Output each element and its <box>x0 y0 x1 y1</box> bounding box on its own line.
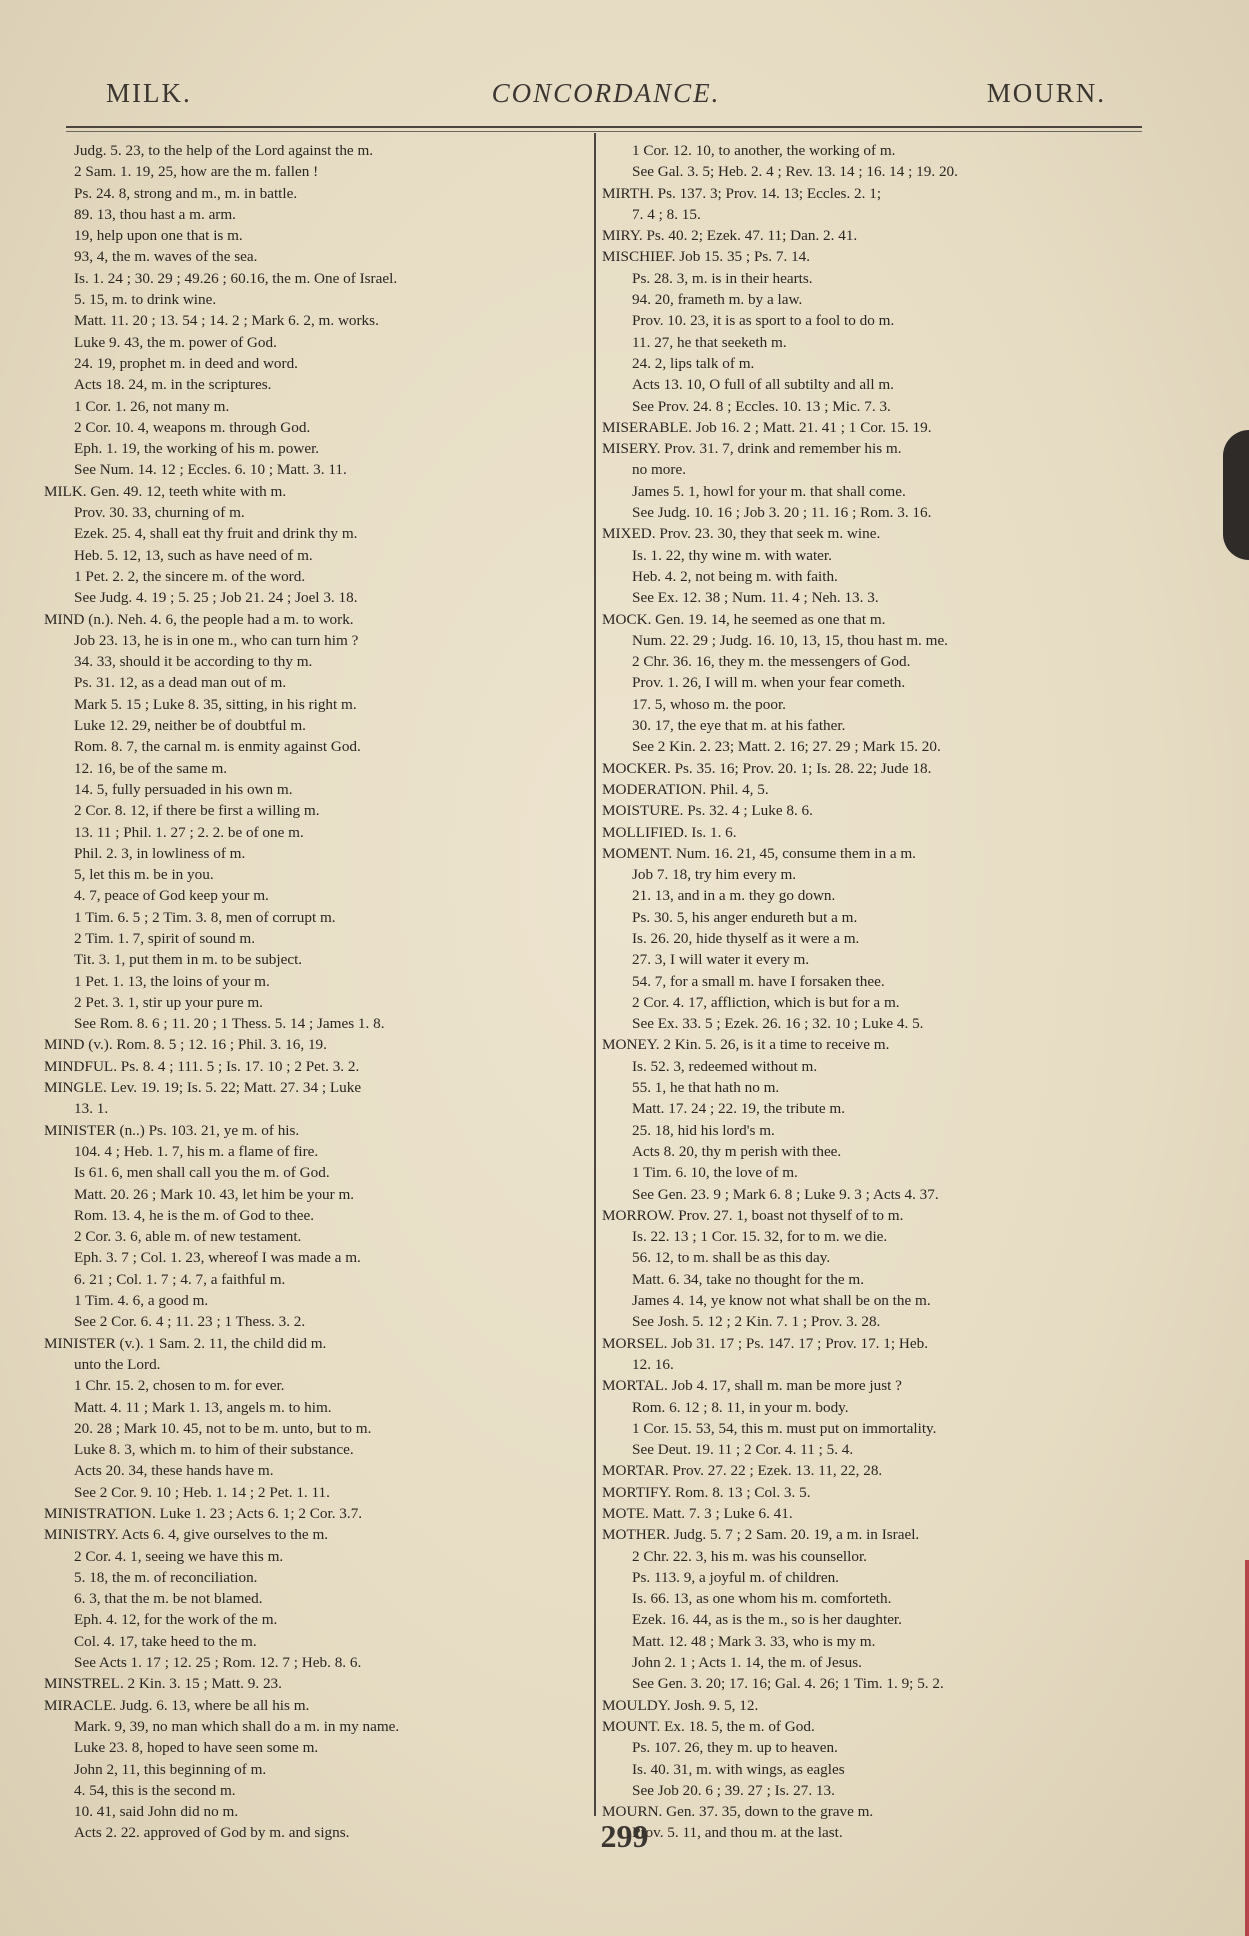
right-reference-line: Num. 22. 29 ; Judg. 16. 10, 13, 15, thou hast m. me. <box>632 631 948 649</box>
left-headword-entry: MIRACLE. Judg. 6. 13, where be all his m. <box>44 1696 310 1714</box>
left-reference-line: 5, let this m. be in you. <box>74 866 214 884</box>
right-reference-line: 12. 16. <box>632 1355 674 1373</box>
left-reference-line: unto the Lord. <box>74 1355 161 1373</box>
right-reference-line: Ezek. 16. 44, as is the m., so is her daughter. <box>632 1611 902 1629</box>
right-reference-line: 24. 2, lips talk of m. <box>632 354 755 372</box>
right-reference-line: 7. 4 ; 8. 15. <box>632 205 701 223</box>
left-reference-line: Matt. 4. 11 ; Mark 1. 13, angels m. to him. <box>74 1398 332 1416</box>
left-reference-line: Ps. 24. 8, strong and m., m. in battle. <box>74 184 298 202</box>
left-reference-line: See Judg. 4. 19 ; 5. 25 ; Job 21. 24 ; Joel 3. 18. <box>74 589 358 607</box>
left-reference-line: 20. 28 ; Mark 10. 45, not to be m. unto, but to m. <box>74 1419 372 1437</box>
right-reference-line: Is. 52. 3, redeemed without m. <box>632 1057 818 1075</box>
right-reference-line: 2 Cor. 4. 17, affliction, which is but for a m. <box>632 993 900 1011</box>
right-reference-line: See Gen. 23. 9 ; Mark 6. 8 ; Luke 9. 3 ; Acts 4. 37. <box>632 1185 939 1203</box>
right-reference-line: Ps. 30. 5, his anger endureth but a m. <box>632 908 858 926</box>
right-reference-line: Is. 26. 20, hide thyself as it were a m. <box>632 929 860 947</box>
left-reference-line: Prov. 30. 33, churning of m. <box>74 504 245 522</box>
right-headword-entry: MOTE. Matt. 7. 3 ; Luke 6. 41. <box>602 1505 793 1522</box>
left-headword-entry: MINISTRY. Acts 6. 4, give ourselves to the m. <box>44 1526 329 1544</box>
left-reference-line: Eph. 3. 7 ; Col. 1. 23, whereof I was made a m. <box>74 1249 361 1267</box>
left-reference-line: Mark 5. 15 ; Luke 8. 35, sitting, in his right m. <box>74 695 357 713</box>
left-headword-entry: MINGLE. Lev. 19. 19; Is. 5. 22; Matt. 27. 34 ; Luke <box>44 1079 362 1097</box>
left-reference-line: 1 Tim. 6. 5 ; 2 Tim. 3. 8, men of corrupt m. <box>74 908 336 926</box>
left-reference-line: Acts 2. 22. approved of God by m. and signs. <box>74 1824 350 1842</box>
right-headword-entry: MOISTURE. Ps. 32. 4 ; Luke 8. 6. <box>602 802 813 820</box>
right-reference-line: 27. 3, I will water it every m. <box>632 951 810 969</box>
header-rule <box>66 126 1142 128</box>
left-reference-line: Mark. 9, 39, no man which shall do a m. in my name. <box>74 1717 400 1735</box>
right-reference-line: 17. 5, whoso m. the poor. <box>632 695 786 713</box>
left-headword-entry: MINISTRATION. Luke 1. 23 ; Acts 6. 1; 2 Cor. 3.7. <box>44 1505 363 1522</box>
left-headword-entry: MIND (n.). Neh. 4. 6, the people had a m. to work. <box>44 610 354 628</box>
right-headword-entry: MORTIFY. Rom. 8. 13 ; Col. 3. 5. <box>602 1483 811 1501</box>
right-reference-line: Matt. 6. 34, take no thought for the m. <box>632 1270 864 1288</box>
left-column <box>44 140 584 1844</box>
right-reference-line: 1 Cor. 15. 53, 54, this m. must put on immortality. <box>632 1419 937 1437</box>
left-reference-line: See 2 Cor. 9. 10 ; Heb. 1. 14 ; 2 Pet. 1. 11. <box>74 1483 330 1501</box>
right-headword-entry: MIRY. Ps. 40. 2; Ezek. 47. 11; Dan. 2. 41. <box>602 227 858 245</box>
left-reference-line: Ps. 31. 12, as a dead man out of m. <box>74 674 287 692</box>
right-headword-entry: MIRTH. Ps. 137. 3; Prov. 14. 13; Eccles. 2. 1; <box>602 184 882 202</box>
right-headword-entry: MOCK. Gen. 19. 14, he seemed as one that m. <box>602 610 886 628</box>
right-headword-entry: MOCKER. Ps. 35. 16; Prov. 20. 1; Is. 28. 22; Jude 18. <box>602 759 932 777</box>
right-reference-line: See Job 20. 6 ; 39. 27 ; Is. 27. 13. <box>632 1781 835 1799</box>
left-headword-entry: MINSTREL. 2 Kin. 3. 15 ; Matt. 9. 23. <box>44 1675 282 1693</box>
right-reference-line: 2 Chr. 36. 16, they m. the messengers of God. <box>632 653 911 671</box>
right-reference-line: Acts 13. 10, O full of all subtilty and all m. <box>632 376 894 394</box>
right-reference-line: Is. 40. 31, m. with wings, as eagles <box>632 1760 845 1778</box>
left-reference-line: 13. 1. <box>74 1100 109 1118</box>
left-reference-line: Is. 1. 24 ; 30. 29 ; 49.26 ; 60.16, the m. One of Israel. <box>74 269 398 287</box>
left-reference-line: 4. 54, this is the second m. <box>74 1781 236 1799</box>
left-reference-line: Acts 20. 34, these hands have m. <box>74 1462 274 1480</box>
left-reference-line: See Num. 14. 12 ; Eccles. 6. 10 ; Matt. 3. 11. <box>74 461 347 479</box>
right-headword-entry: MOURN. Gen. 37. 35, down to the grave m. <box>602 1803 874 1821</box>
right-reference-line: 11. 27, he that seeketh m. <box>632 333 787 351</box>
left-reference-line: Eph. 1. 19, the working of his m. power. <box>74 440 320 458</box>
right-headword-entry: MORTAR. Prov. 27. 22 ; Ezek. 13. 11, 22, 28. <box>602 1462 883 1480</box>
header-rule-thin <box>66 131 1142 132</box>
left-headword-entry: MILK. Gen. 49. 12, teeth white with m. <box>44 482 287 500</box>
left-reference-line: Luke 12. 29, neither be of doubtful m. <box>74 717 306 735</box>
left-reference-line: Luke 23. 8, hoped to have seen some m. <box>74 1739 319 1757</box>
right-reference-line: See Gen. 3. 20; 17. 16; Gal. 4. 26; 1 Tim. 1. 9; 5. 2. <box>632 1675 944 1693</box>
right-reference-line: Prov. 5. 11, and thou m. at the last. <box>632 1824 843 1842</box>
left-reference-line: Is 61. 6, men shall call you the m. of God. <box>74 1164 330 1182</box>
right-reference-line: 54. 7, for a small m. have I forsaken thee. <box>632 972 885 990</box>
left-reference-line: John 2, 11, this beginning of m. <box>74 1760 267 1778</box>
right-reference-line: Is. 1. 22, thy wine m. with water. <box>632 546 832 564</box>
right-reference-line: See Ex. 33. 5 ; Ezek. 26. 16 ; 32. 10 ; Luke 4. 5. <box>632 1015 924 1033</box>
right-headword-entry: MIXED. Prov. 23. 30, they that seek m. wine. <box>602 525 881 543</box>
left-reference-line: 2 Cor. 10. 4, weapons m. through God. <box>74 418 311 436</box>
left-reference-line: 6. 3, that the m. be not blamed. <box>74 1590 263 1608</box>
right-headword-entry: MORROW. Prov. 27. 1, boast not thyself of to m. <box>602 1206 904 1224</box>
left-reference-line: Matt. 11. 20 ; 13. 54 ; 14. 2 ; Mark 6. 2, m. works. <box>74 312 379 330</box>
left-headword-entry: MINISTER (n..) Ps. 103. 21, ye m. of his. <box>44 1121 300 1139</box>
right-reference-line: Heb. 4. 2, not being m. with faith. <box>632 567 838 585</box>
right-reference-line: 1 Cor. 12. 10, to another, the working of m. <box>632 142 896 159</box>
right-headword-entry: MOTHER. Judg. 5. 7 ; 2 Sam. 20. 19, a m. in Israel. <box>602 1526 920 1544</box>
left-reference-line: Col. 4. 17, take heed to the m. <box>74 1632 257 1650</box>
left-reference-line: Phil. 2. 3, in lowliness of m. <box>74 844 246 862</box>
right-reference-line: See Deut. 19. 11 ; 2 Cor. 4. 11 ; 5. 4. <box>632 1441 854 1459</box>
left-reference-line: 6. 21 ; Col. 1. 7 ; 4. 7, a faithful m. <box>74 1270 286 1288</box>
right-reference-line: See Prov. 24. 8 ; Eccles. 10. 13 ; Mic. 7. 3. <box>632 397 891 415</box>
left-reference-line: Luke 8. 3, which m. to him of their substance. <box>74 1441 354 1459</box>
left-reference-line: See 2 Cor. 6. 4 ; 11. 23 ; 1 Thess. 3. 2. <box>74 1313 306 1331</box>
right-reference-line: 21. 13, and in a m. they go down. <box>632 887 836 905</box>
left-reference-line: 14. 5, fully persuaded in his own m. <box>74 780 293 798</box>
right-reference-line: Ps. 107. 26, they m. up to heaven. <box>632 1739 838 1757</box>
right-headword-entry: MORSEL. Job 31. 17 ; Ps. 147. 17 ; Prov. 17. 1; Heb. <box>602 1334 928 1352</box>
left-reference-line: 5. 18, the m. of reconciliation. <box>74 1568 258 1586</box>
left-headword-entry: MIND (v.). Rom. 8. 5 ; 12. 16 ; Phil. 3. 16, 19. <box>44 1036 327 1054</box>
left-reference-line: 1 Cor. 1. 26, not many m. <box>74 397 230 415</box>
left-reference-line: Heb. 5. 12, 13, such as have need of m. <box>74 546 313 564</box>
left-reference-line: 2 Sam. 1. 19, 25, how are the m. fallen ! <box>74 163 319 181</box>
header-title: CONCORDANCE. <box>491 78 721 108</box>
right-headword-entry: MORTAL. Job 4. 17, shall m. man be more just ? <box>602 1377 902 1395</box>
right-headword-entry: MOULDY. Josh. 9. 5, 12. <box>602 1696 759 1714</box>
right-reference-line: See Ex. 12. 38 ; Num. 11. 4 ; Neh. 13. 3. <box>632 589 879 607</box>
right-reference-line: no more. <box>632 461 686 479</box>
left-reference-line: Eph. 4. 12, for the work of the m. <box>74 1611 278 1629</box>
thumb-index-tab <box>1223 430 1249 560</box>
left-reference-line: 93, 4, the m. waves of the sea. <box>74 248 258 266</box>
right-reference-line: Acts 8. 20, thy m perish with thee. <box>632 1142 842 1160</box>
right-reference-line: Is. 22. 13 ; 1 Cor. 15. 32, for to m. we die. <box>632 1228 888 1246</box>
left-reference-line: 4. 7, peace of God keep your m. <box>74 887 269 905</box>
left-reference-line: 12. 16, be of the same m. <box>74 759 228 777</box>
left-reference-line: Matt. 20. 26 ; Mark 10. 43, let him be your m. <box>74 1185 355 1203</box>
right-reference-line: John 2. 1 ; Acts 1. 14, the m. of Jesus. <box>632 1654 862 1672</box>
right-reference-line: Matt. 12. 48 ; Mark 3. 33, who is my m. <box>632 1632 876 1650</box>
page-number: 299 <box>600 1818 649 1854</box>
right-reference-line: Ps. 28. 3, m. is in their hearts. <box>632 269 813 287</box>
left-reference-line: 1 Pet. 2. 2, the sincere m. of the word. <box>74 567 306 585</box>
right-headword-entry: MISERY. Prov. 31. 7, drink and remember his m. <box>602 440 902 458</box>
left-reference-line: Job 23. 13, he is in one m., who can turn him ? <box>74 631 359 649</box>
left-reference-line: 104. 4 ; Heb. 1. 7, his m. a flame of fire. <box>74 1142 319 1160</box>
left-reference-line: 34. 33, should it be according to thy m. <box>74 653 313 671</box>
left-reference-line: 19, help upon one that is m. <box>74 227 243 245</box>
right-reference-line: Prov. 10. 23, it is as sport to a fool to do m. <box>632 312 895 330</box>
running-header <box>106 78 1106 122</box>
right-reference-line: Job 7. 18, try him every m. <box>632 866 797 884</box>
left-reference-line: 2 Cor. 3. 6, able m. of new testament. <box>74 1228 302 1246</box>
left-reference-line: See Acts 1. 17 ; 12. 25 ; Rom. 12. 7 ; Heb. 8. 6. <box>74 1654 362 1672</box>
left-reference-line: 24. 19, prophet m. in deed and word. <box>74 354 298 372</box>
left-reference-line: Judg. 5. 23, to the help of the Lord against the m. <box>74 142 374 159</box>
left-reference-line: Acts 18. 24, m. in the scriptures. <box>74 376 272 394</box>
left-reference-line: 2 Pet. 3. 1, stir up your pure m. <box>74 993 263 1011</box>
right-reference-line: 2 Chr. 22. 3, his m. was his counsellor. <box>632 1547 867 1565</box>
right-reference-line: Is. 66. 13, as one whom his m. comforteth. <box>632 1590 892 1608</box>
left-reference-line: 2 Tim. 1. 7, spirit of sound m. <box>74 929 256 947</box>
left-reference-line: Ezek. 25. 4, shall eat thy fruit and drink thy m. <box>74 525 358 543</box>
right-reference-line: James 5. 1, howl for your m. that shall come. <box>632 482 906 500</box>
right-reference-line: See 2 Kin. 2. 23; Matt. 2. 16; 27. 29 ; Mark 15. 20. <box>632 738 941 756</box>
page-edge <box>1245 1560 1249 1936</box>
right-reference-line: See Josh. 5. 12 ; 2 Kin. 7. 1 ; Prov. 3. 28. <box>632 1313 881 1331</box>
left-reference-line: 5. 15, m. to drink wine. <box>74 291 217 309</box>
left-reference-line: 1 Chr. 15. 2, chosen to m. for ever. <box>74 1377 285 1395</box>
right-headword-entry: MISCHIEF. Job 15. 35 ; Ps. 7. 14. <box>602 248 811 266</box>
right-reference-line: 25. 18, hid his lord's m. <box>632 1121 775 1139</box>
right-headword-entry: MODERATION. Phil. 4, 5. <box>602 780 769 798</box>
left-reference-line: 89. 13, thou hast a m. arm. <box>74 205 236 223</box>
left-headword-entry: MINISTER (v.). 1 Sam. 2. 11, the child did m. <box>44 1334 327 1352</box>
right-reference-line: See Gal. 3. 5; Heb. 2. 4 ; Rev. 13. 14 ; 16. 14 ; 19. 20. <box>632 163 958 181</box>
right-reference-line: Ps. 113. 9, a joyful m. of children. <box>632 1568 839 1586</box>
left-reference-line: 1 Pet. 1. 13, the loins of your m. <box>74 972 270 990</box>
left-reference-line: 13. 11 ; Phil. 1. 27 ; 2. 2. be of one m. <box>74 823 304 841</box>
right-reference-line: James 4. 14, ye know not what shall be on the m. <box>632 1292 931 1310</box>
left-reference-line: 10. 41, said John did no m. <box>74 1803 239 1821</box>
right-reference-line: 1 Tim. 6. 10, the love of m. <box>632 1164 798 1182</box>
right-reference-line: 94. 20, frameth m. by a law. <box>632 291 803 309</box>
left-reference-line: See Rom. 8. 6 ; 11. 20 ; 1 Thess. 5. 14 ; James 1. 8. <box>74 1015 385 1033</box>
left-reference-line: Rom. 8. 7, the carnal m. is enmity against God. <box>74 738 361 756</box>
header-right-guideword: MOURN. <box>986 78 1106 108</box>
left-reference-line: Tit. 3. 1, put them in m. to be subject. <box>74 951 303 969</box>
right-reference-line: Matt. 17. 24 ; 22. 19, the tribute m. <box>632 1100 846 1118</box>
left-reference-line: 2 Cor. 8. 12, if there be first a willing m. <box>74 802 320 820</box>
left-reference-line: Rom. 13. 4, he is the m. of God to thee. <box>74 1206 315 1224</box>
left-reference-line: 2 Cor. 4. 1, seeing we have this m. <box>74 1547 284 1565</box>
right-reference-line: 56. 12, to m. shall be as this day. <box>632 1249 831 1267</box>
right-reference-line: Rom. 6. 12 ; 8. 11, in your m. body. <box>632 1398 849 1416</box>
header-left-guideword: MILK. <box>106 78 192 108</box>
right-column <box>602 140 1147 1844</box>
left-headword-entry: MINDFUL. Ps. 8. 4 ; 111. 5 ; Is. 17. 10 ; 2 Pet. 3. 2. <box>44 1057 360 1075</box>
right-headword-entry: MOMENT. Num. 16. 21, 45, consume them in a m. <box>602 844 916 862</box>
right-reference-line: 55. 1, he that hath no m. <box>632 1079 780 1097</box>
left-reference-line: Luke 9. 43, the m. power of God. <box>74 333 277 351</box>
right-reference-line: 30. 17, the eye that m. at his father. <box>632 717 846 735</box>
right-headword-entry: MISERABLE. Job 16. 2 ; Matt. 21. 41 ; 1 Cor. 15. 19. <box>602 418 932 436</box>
right-headword-entry: MOUNT. Ex. 18. 5, the m. of God. <box>602 1717 815 1735</box>
right-headword-entry: MOLLIFIED. Is. 1. 6. <box>602 823 737 841</box>
left-reference-line: 1 Tim. 4. 6, a good m. <box>74 1292 209 1310</box>
column-divider <box>594 133 596 1816</box>
right-headword-entry: MONEY. 2 Kin. 5. 26, is it a time to receive m. <box>602 1036 890 1054</box>
right-reference-line: See Judg. 10. 16 ; Job 3. 20 ; 11. 16 ; Rom. 3. 16. <box>632 504 932 522</box>
right-reference-line: Prov. 1. 26, I will m. when your fear cometh. <box>632 674 906 692</box>
